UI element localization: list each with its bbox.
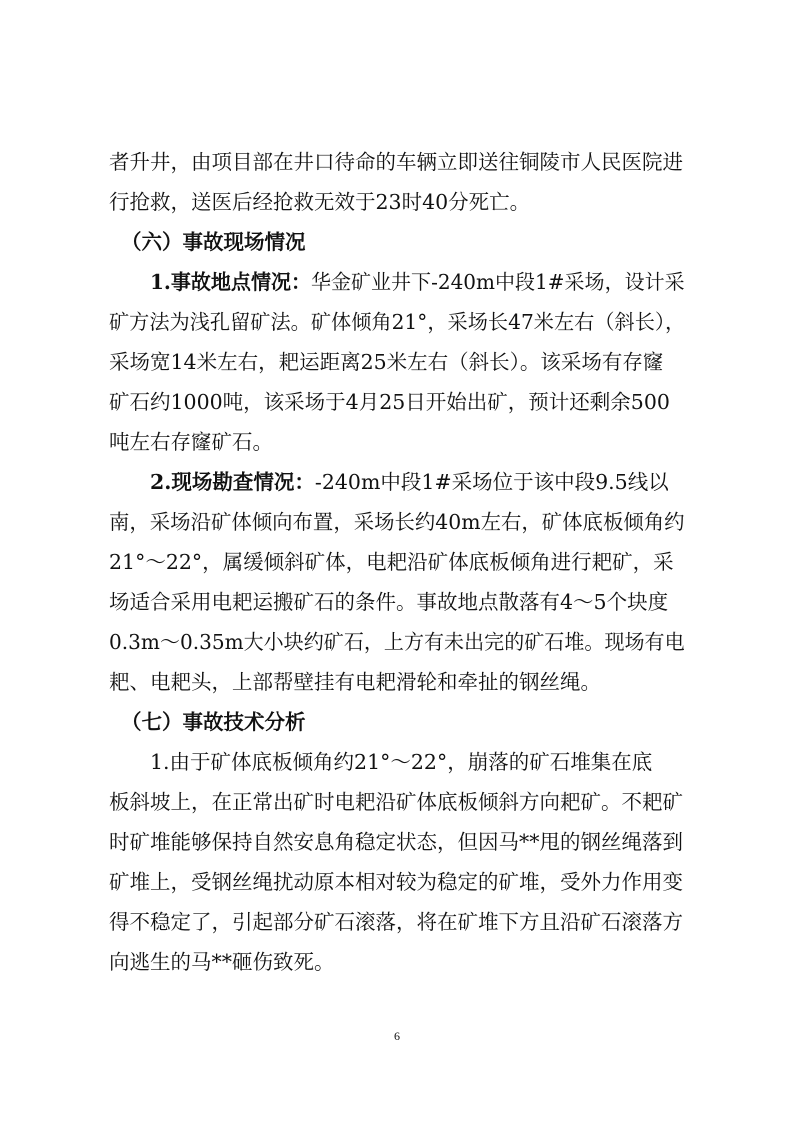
body-line: 者升井，由项目部在井口待命的车辆立即送往铜陵市人民医院进 [109,150,683,174]
body-line: 场适合采用电耙运搬矿石的条件。事故地点散落有4～5个块度 [109,590,669,614]
paragraph-text: 华金矿业井下-240m中段1#采场，设计采 [310,270,685,294]
body-line: 吨左右存窿矿石。 [109,430,273,454]
body-line: 向逃生的马**砸伤致死。 [109,950,335,974]
body-line: 耙、电耙头，上部帮壁挂有电耙滑轮和牵扯的钢丝绳。 [109,670,601,694]
paragraph-lead: 1.事故地点情况： [150,270,311,294]
body-line: 矿方法为浅孔留矿法。矿体倾角21°，采场长47米左右（斜长）， [109,310,686,334]
paragraph-lead: 2.现场勘查情况： [150,470,315,494]
body-line: 时矿堆能够保持自然安息角稳定状态，但因马**甩的钢丝绳落到 [109,830,683,854]
body-line: 南，采场沿矿体倾向布置，采场长约40m左右，矿体底板倾角约 [109,510,685,534]
body-line: 0.3m～0.35m大小块约矿石，上方有未出完的矿石堆。现场有电 [109,630,685,654]
body-line: 板斜坡上，在正常出矿时电耙沿矿体底板倾斜方向耙矿。不耙矿 [109,790,683,814]
paragraph-text: -240m中段1#采场位于该中段9.5线以 [314,470,669,494]
page-number: 6 [394,1029,400,1043]
body-line [150,270,685,294]
body-line: 行抢救，送医后经抢救无效于23时40分死亡。 [109,190,531,214]
body-line: 得不稳定了，引起部分矿石滚落，将在矿堆下方且沿矿石滚落方 [109,910,683,934]
body-line: 采场宽14米左右，耙运距离25米左右（斜长）。该采场有存窿 [109,350,664,374]
body-line: 矿石约1000吨，该采场于4月25日开始出矿，预计还剩余500 [109,390,670,414]
body-line: 21°～22°，属缓倾斜矿体，电耙沿矿体底板倾角进行耙矿，采 [109,550,674,574]
section-heading: （七）事故技术分析 [121,710,306,734]
body-line: 矿堆上，受钢丝绳扰动原本相对较为稳定的矿堆，受外力作用变 [109,870,683,894]
section-heading: （六）事故现场情况 [121,230,306,254]
body-line: 1.由于矿体底板倾角约21°～22°，崩落的矿石堆集在底 [150,750,653,774]
body-line [150,472,685,493]
